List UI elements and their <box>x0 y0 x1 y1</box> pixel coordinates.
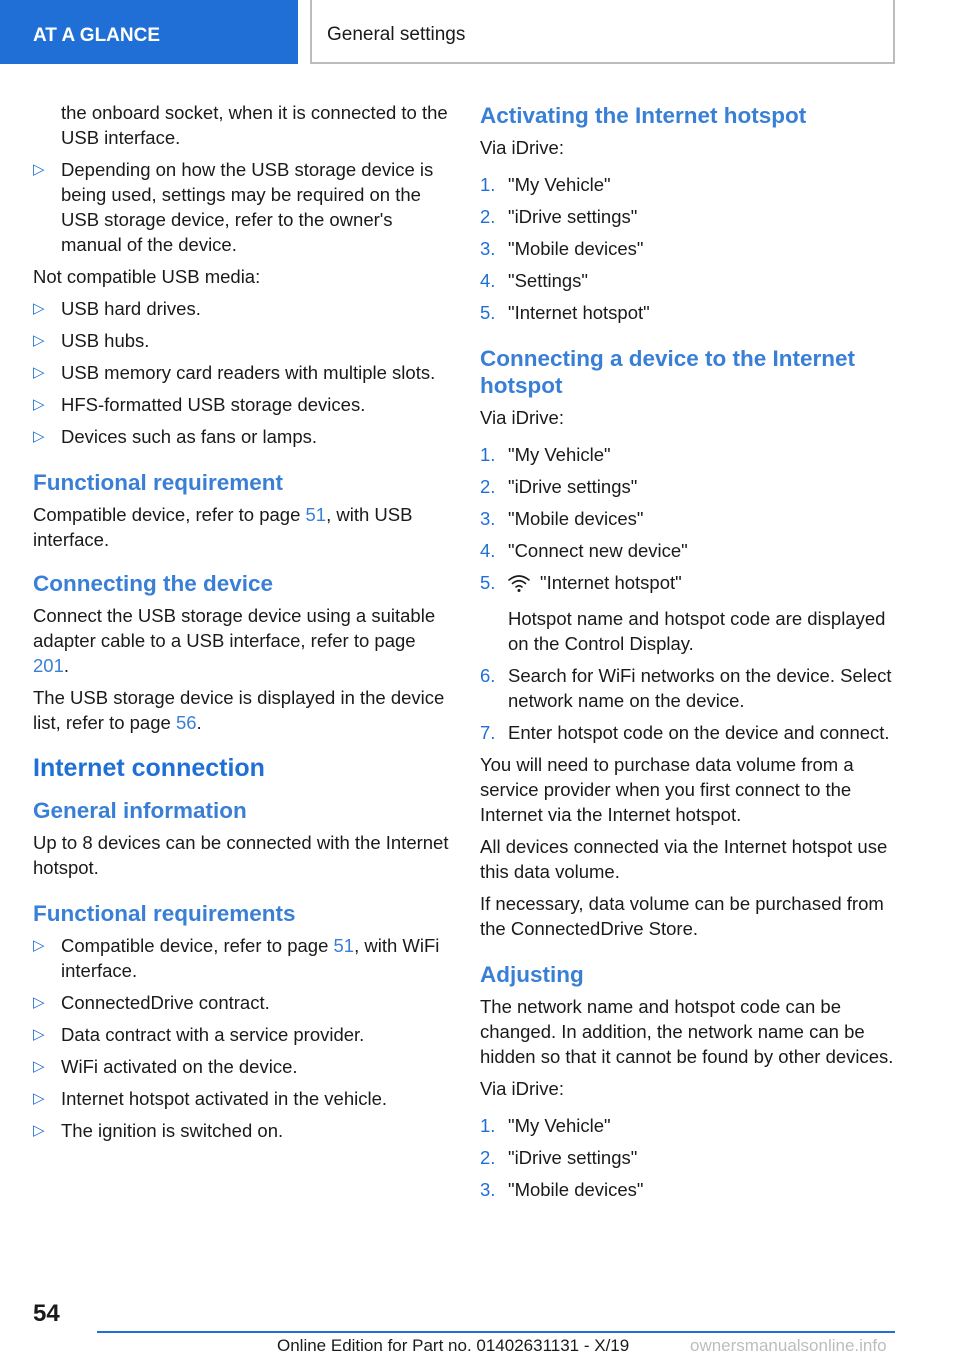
step-item: 4. "Connect new device" <box>480 540 688 561</box>
step-item: 3. "Mobile devices" <box>480 508 644 529</box>
right-column <box>480 100 900 1209</box>
bullet-triangle-icon: ▷ <box>33 1058 45 1075</box>
list-item: ▷ USB memory card readers with multiple slots. <box>33 362 436 383</box>
step-item: 4. "Settings" <box>480 270 588 291</box>
data-volume-text: You will need to purchase data volume from a service provider when you first connect to the Internet via the Internet hotspot. <box>480 754 854 825</box>
list-item: ▷ Devices such as fans or lamps. <box>33 426 318 447</box>
bullet-triangle-icon: ▷ <box>33 364 45 381</box>
step-item: 5. "Internet hotspot" <box>480 570 900 599</box>
heading-connecting-device: Connecting the device <box>33 571 274 596</box>
bullet-triangle-icon: ▷ <box>33 1090 45 1107</box>
list-item: ▷ Compatible device, refer to page 51, with WiFi interface. <box>33 935 440 981</box>
general-information-text: Up to 8 devices can be connected with the Internet hotspot. <box>33 832 449 878</box>
step-item: 2. "iDrive settings" <box>480 206 638 227</box>
list-item: ▷ Depending on how the USB storage device is being used, settings may be required on the USB storage device, refer to the owner's manual of the device. <box>33 159 434 255</box>
step-item: 2. "iDrive settings" <box>480 476 638 497</box>
list-item: ▷ USB hard drives. <box>33 298 201 319</box>
list-item: ▷ ConnectedDrive contract. <box>33 992 270 1013</box>
via-idrive: Via iDrive: <box>480 1078 564 1099</box>
heading-internet-connection: Internet connection <box>33 754 265 782</box>
step-item: 1. "My Vehicle" <box>480 444 611 465</box>
list-item: ▷ USB hubs. <box>33 330 150 351</box>
section-tab[interactable]: AT A GLANCE <box>0 0 298 64</box>
step-item: 5. "Internet hotspot" <box>480 302 650 323</box>
connecteddrive-store-text: If necessary, data volume can be purchased from the ConnectedDrive Store. <box>480 893 884 939</box>
bullet-triangle-icon: ▷ <box>33 396 45 413</box>
step-item: 3. "Mobile devices" <box>480 1179 644 1200</box>
footer-divider <box>97 1331 895 1333</box>
heading-functional-requirements: Functional requirements <box>33 901 296 926</box>
page-link[interactable]: 51 <box>305 504 327 525</box>
functional-requirement-text: Compatible device, refer to page 51, with USB interface. <box>33 504 413 550</box>
step-item: 2. "iDrive settings" <box>480 1147 638 1168</box>
step-continuation: Hotspot name and hotspot code are displayed on the Control Display. <box>508 608 886 654</box>
list-item: ▷ Internet hotspot activated in the vehicle. <box>33 1088 388 1109</box>
via-idrive: Via iDrive: <box>480 137 564 158</box>
step-item: 6. Search for WiFi networks on the device. Select network name on the device. <box>480 665 892 711</box>
list-item: ▷ The ignition is switched on. <box>33 1120 284 1141</box>
page-number: 54 <box>33 1300 60 1327</box>
heading-general-information: General information <box>33 798 247 823</box>
connecting-device-text: Connect the USB storage device using a suitable adapter cable to a USB interface, refer to page 201. <box>33 605 436 676</box>
step-item: 3. "Mobile devices" <box>480 238 644 259</box>
list-item: ▷ Data contract with a service provider. <box>33 1024 365 1045</box>
adjusting-text: The network name and hotspot code can be changed. In addition, the network name can be hidden so that it cannot be found by other devices. <box>480 996 894 1067</box>
heading-connecting-device-hotspot: Connecting a device to the Internet hotspot <box>480 346 856 398</box>
step-item: 1. "My Vehicle" <box>480 1115 611 1136</box>
chapter-title: General settings <box>310 0 895 64</box>
page-link[interactable]: 51 <box>333 935 355 956</box>
continued-text: the onboard socket, when it is connected to the USB interface. <box>61 102 448 148</box>
edition-text: Online Edition for Part no. 01402631131 - X/19 <box>277 1336 630 1355</box>
step-item: 1. "My Vehicle" <box>480 174 611 195</box>
watermark-text: ownersmanualsonline.info <box>690 1336 887 1355</box>
list-item: ▷ HFS-formatted USB storage devices. <box>33 394 366 415</box>
step-item: 7. Enter hotspot code on the device and connect. <box>480 722 890 743</box>
wifi-icon <box>508 573 530 599</box>
bullet-triangle-icon: ▷ <box>33 994 45 1011</box>
heading-adjusting: Adjusting <box>480 962 584 987</box>
page-link[interactable]: 201 <box>33 655 64 676</box>
bullet-triangle-icon: ▷ <box>33 1026 45 1043</box>
bullet-triangle-icon: ▷ <box>33 428 45 445</box>
heading-functional-requirement: Functional requirement <box>33 470 284 495</box>
data-volume-shared-text: All devices connected via the Internet hotspot use this data volume. <box>480 836 888 882</box>
device-list-text: The USB storage device is displayed in the device list, refer to page 56. <box>33 687 445 733</box>
heading-activating-hotspot: Activating the Internet hotspot <box>480 103 807 128</box>
via-idrive: Via iDrive: <box>480 407 564 428</box>
page-link[interactable]: 56 <box>175 712 197 733</box>
bullet-triangle-icon: ▷ <box>33 1122 45 1139</box>
bullet-triangle-icon: ▷ <box>33 161 45 178</box>
not-compatible-intro: Not compatible USB media: <box>33 266 261 287</box>
list-item: ▷ WiFi activated on the device. <box>33 1056 298 1077</box>
left-column <box>33 100 453 1150</box>
bullet-triangle-icon: ▷ <box>33 332 45 349</box>
bullet-triangle-icon: ▷ <box>33 300 45 317</box>
bullet-triangle-icon: ▷ <box>33 937 45 954</box>
page-header <box>0 0 960 66</box>
